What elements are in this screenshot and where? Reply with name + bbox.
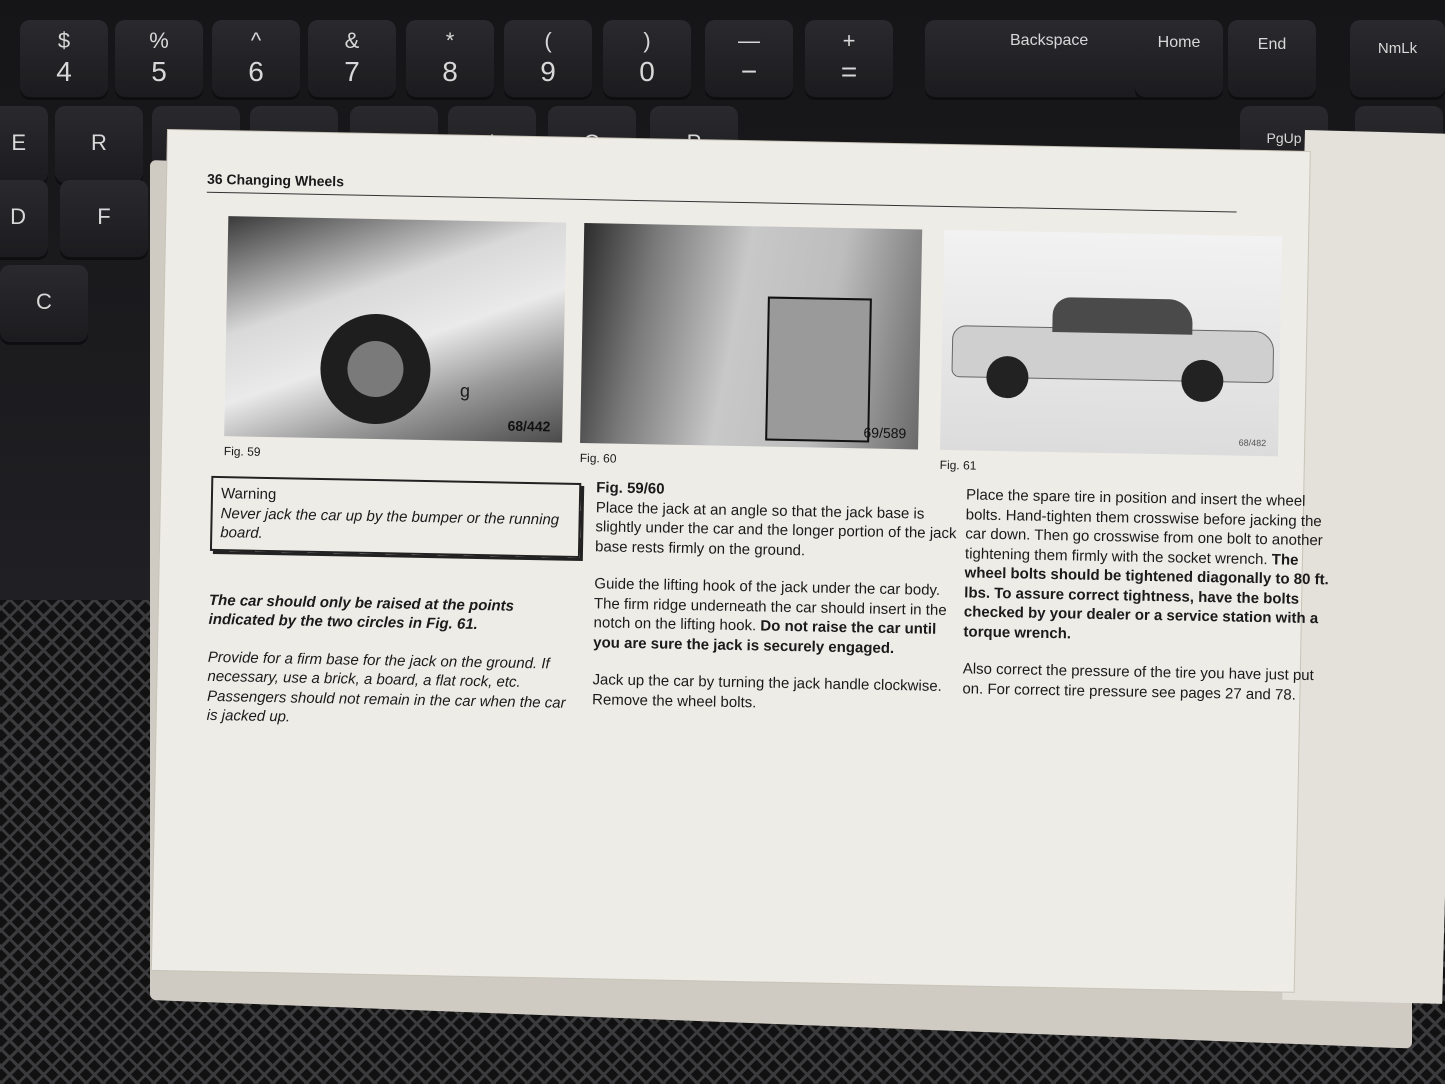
key-9: ( 9	[504, 20, 592, 100]
key-e: E	[0, 106, 48, 186]
lifting-hook-warning: Do not raise the car until you are sure the jack is securely engaged.	[593, 617, 937, 657]
key-4: $ 4	[20, 20, 108, 100]
figure-60-label: Fig. 60	[579, 450, 617, 466]
figure-60-number: 69/589	[863, 424, 907, 442]
figure-61-photo	[940, 230, 1282, 456]
manual-page	[152, 130, 1329, 992]
figure-60-inset	[765, 297, 872, 443]
figure-60-photo	[580, 223, 922, 449]
figure-59-label: Fig. 59	[223, 444, 261, 459]
spare-tire-text: Place the spare tire in position and insert the wheel bolts. Hand-tighten them crosswise before jacking the car down. Then go crosswise from one bolt to another tightening them firmly with the socket wrench.	[964, 486, 1323, 568]
key-6: ^ 6	[212, 20, 300, 100]
warning-title: Warning	[220, 485, 277, 504]
key-0: ) 0	[603, 20, 691, 100]
lifting-hook-paragraph	[593, 574, 964, 659]
key-home: Home	[1135, 20, 1223, 100]
key-f: F	[60, 180, 148, 260]
column-3	[962, 485, 1336, 705]
key-c: C	[0, 265, 88, 345]
key-r: R	[55, 106, 143, 186]
column-1	[207, 476, 582, 733]
key-5: % 5	[115, 20, 203, 100]
jack-up-paragraph: Jack up the car by turning the jack handle clockwise. Remove the wheel bolts.	[591, 671, 942, 711]
lifting-hook-text: Guide the lifting hook of the jack under the car body. The firm ridge underneath the car should insert in the notch on the lifting hook.	[593, 575, 947, 635]
key-pgup: PgUp	[1240, 106, 1328, 186]
car-roof-illustration	[1052, 297, 1193, 335]
tire-pressure-paragraph: Also correct the pressure of the tire you have just put on. For correct tire pressure see pages 27 and 78.	[962, 660, 1314, 704]
key-backspace: Backspace	[925, 20, 1163, 100]
key-equals: + =	[805, 20, 893, 100]
column-2	[592, 478, 966, 716]
figure-61-number: 68/482	[1238, 437, 1267, 449]
figure-59-marker: g	[459, 380, 471, 401]
figure-61-label: Fig. 61	[939, 457, 977, 473]
key-8: * 8	[406, 20, 494, 100]
warning-text: Never jack the car up by the bumper or the running board.	[220, 504, 560, 542]
rear-wheel-illustration	[1181, 360, 1224, 403]
warning-box	[210, 476, 581, 558]
torque-note: The wheel bolts should be tightened diagonally to 80 ft. lbs. To assure correct tightness, have the bolts checked by your dealer or a service station with a torque wrench.	[963, 550, 1329, 642]
key-d: D	[0, 180, 48, 260]
figure-59-number: 68/442	[507, 417, 551, 435]
key-minus: — −	[705, 20, 793, 100]
key-numlock: NmLk	[1350, 20, 1445, 100]
jack-angle-paragraph: Place the jack at an angle so that the jack base is slightly under the car and the longer portion of the jack base rests firmly on the ground.	[594, 498, 957, 559]
page-header: 36 Changing Wheels	[207, 171, 1237, 213]
column-2-heading: Fig. 59/60	[596, 479, 665, 498]
spare-tire-paragraph	[963, 485, 1336, 648]
figure-59-photo	[224, 216, 566, 442]
raise-points-note: The car should only be raised at the points indicated by the two circles in Fig. 61.	[208, 591, 515, 634]
key-7: & 7	[308, 20, 396, 100]
key-end: End	[1228, 20, 1316, 100]
firm-base-paragraph: Provide for a firm base for the jack on the ground. If necessary, use a brick, a board, a flat rock, etc. Passengers should not remain in the car when the car is jacked up.	[206, 648, 566, 726]
front-wheel-illustration	[986, 356, 1029, 399]
